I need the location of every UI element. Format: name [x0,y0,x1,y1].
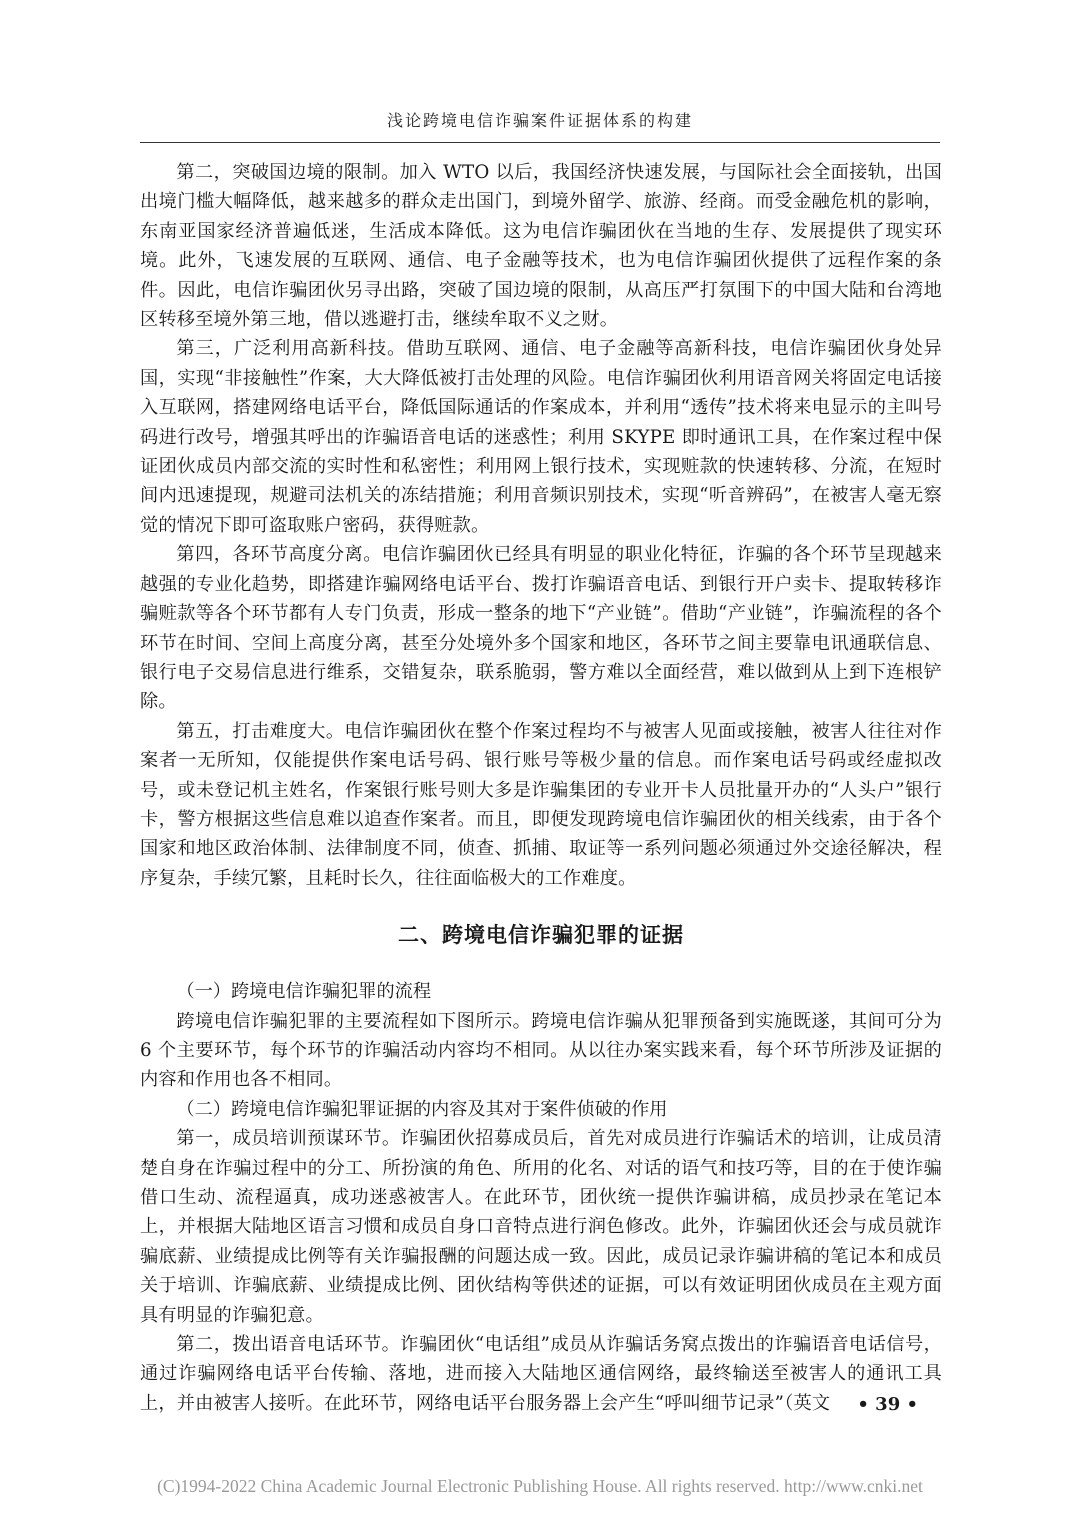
running-header: 浅论跨境电信诈骗案件证据体系的构建 [386,111,693,130]
subsection-heading: （一）跨境电信诈骗犯罪的流程 [176,981,432,1003]
paragraph: 第二，拨出语音电话环节。诈骗团伙“电话组”成员从诈骗话务窝点拨出的诈骗语音电话信号，通过诈骗网络电话平台传输、落地，进而接入大陆地区通信网络，最终输送至被害人的通讯工具上，并由被害人接听。在此环节，网络电话平台服务器上会产生“呼叫细节记录”（英文 [140,1334,942,1414]
paragraph: 第一，成员培训预谋环节。诈骗团伙招募成员后，首先对成员进行诈骗话术的培训，让成员清楚自身在诈骗过程中的分工、所扮演的角色、所用的化名、对话的语气和技巧等，目的在于使诈骗借口生动、流程逼真，成功迷惑被害人。在此环节，团伙统一提供诈骗讲稿，成员抄录在笔记本上，并根据大陆地区语言习惯和成员自身口音特点进行润色修改。此外，诈骗团伙还会与成员就诈骗底薪、业绩提成比例等有关诈骗报酬的问题达成一致。因此，成员记录诈骗讲稿的笔记本和成员关于培训、诈骗底薪、业绩提成比例、团伙结构等供述的证据，可以有效证明团伙成员在主观方面具有明显的诈骗犯意。 [140,1128,942,1326]
article-body [140,158,942,1418]
paragraph: 第三，广泛利用高新科技。借助互联网、通信、电子金融等高新科技，电信诈骗团伙身处异国，实现“非接触性”作案，大大降低被打击处理的风险。电信诈骗团伙利用语音网关将固定电话接入互联网，搭建网络电话平台，降低国际通话的作案成本，并利用“透传”技术将来电显示的主叫号码进行改号，增强其呼出的诈骗语音电话的迷惑性；利用 SKYPE 即时通讯工具，在作案过程中保证团伙成员内部交流的实时性和私密性；利用网上银行技术，实现赃款的快速转移、分流，在短时间内迅速提现，规避司法机关的冻结措施；利用音频识别技术，实现“听音辨码”，在被害人毫无察觉的情况下即可盗取账户密码，获得赃款。 [140,338,942,536]
section-title: 二、跨境电信诈骗犯罪的证据 [398,923,684,948]
paragraph: 第二，突破国边境的限制。加入 WTO 以后，我国经济快速发展，与国际社会全面接轨，出国出境门槛大幅降低，越来越多的群众走出国门，到境外留学、旅游、经商。而受金融危机的影响，东南亚国家经济普遍低迷，生活成本降低。这为电信诈骗团伙在当地的生存、发展提供了现实环境。此外，飞速发展的互联网、通信、电子金融等技术，也为电信诈骗团伙提供了远程作案的条件。因此，电信诈骗团伙另寻出路，突破了国边境的限制，从高压严打氛围下的中国大陆和台湾地区转移至境外第三地，借以逃避打击，继续牟取不义之财。 [140,162,942,331]
copyright-footer: (C)1994-2022 China Academic Journal Electronic Publishing House. All rights reserved. http://www.cnki.net [157,1476,923,1496]
paragraph: 第五，打击难度大。电信诈骗团伙在整个作案过程均不与被害人见面或接触，被害人往往对作案者一无所知，仅能提供作案电话号码、银行账号等极少量的信息。而作案电话号码或经虚拟改号，或未登记机主姓名，作案银行账号则大多是诈骗集团的专业开卡人员批量开办的“人头户”银行卡，警方根据这些信息难以追查作案者。而且，即便发现跨境电信诈骗团伙的相关线索，由于各个国家和地区政治体制、法律制度不同，侦查、抓捕、取证等一系列问题必须通过外交途径解决，程序复杂，手续冗繁，且耗时长久，往往面临极大的工作难度。 [140,720,942,889]
header-rule [140,142,940,143]
subsection-heading: （二）跨境电信诈骗犯罪证据的内容及其对于案件侦破的作用 [176,1098,668,1120]
page-number: • 39 • [857,1394,918,1415]
paragraph: 跨境电信诈骗犯罪的主要流程如下图所示。跨境电信诈骗从犯罪预备到实施既遂，其间可分为 6 个主要环节，每个环节的诈骗活动内容均不相同。从以往办案实践来看，每个环节所涉及证据的内容和作用也各不相同。 [140,1010,942,1091]
paragraph: 第四，各环节高度分离。电信诈骗团伙已经具有明显的职业化特征，诈骗的各个环节呈现越来越强的专业化趋势，即搭建诈骗网络电话平台、拨打诈骗语音电话、到银行开户卖卡、提取转移诈骗赃款等各个环节都有人专门负责，形成一整条的地下“产业链”。借助“产业链”，诈骗流程的各个环节在时间、空间上高度分离，甚至分处境外多个国家和地区，各环节之间主要靠电讯通联信息、银行电子交易信息进行维系，交错复杂，联系脆弱，警方难以全面经营，难以做到从上到下连根铲除。 [140,544,942,713]
